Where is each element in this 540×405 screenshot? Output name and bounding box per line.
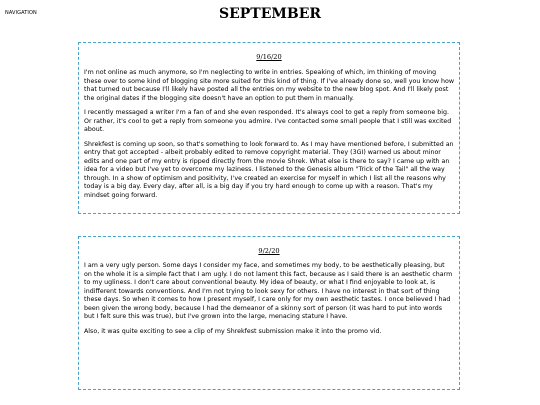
entry-paragraph: I am a very ugly person. Some days I consider my face, and sometimes my body, to be aesthetically pleasing, but on the whole it is a simple fact that I am ugly. I do not lament this fact, because as I said there is an aesthetic charm to my ugliness. I don't care about conventional beauty. My idea of beauty, or what I find enjoyable to look at, is indifferent towards conventions. And I'm not trying to look sexy for others. I have no interest in that sort of thing these days. So when it comes to how I present myself, I care only for my own aesthetic tastes. I once believed I had been given the wrong body, because I had the demeanor of a skinny sort of person (it was hard to put into words but I felt sure this was true), but I've grown into the large, menacing stature I have. xyxy=(84,262,453,320)
journal-entry xyxy=(78,42,460,214)
entry-date: 9/2/20 xyxy=(258,247,280,255)
entry-paragraph: I'm not online as much anymore, so I'm neglecting to write in entries. Speaking of which, im thinking of moving these over to some kind of blogging site more suited for this kind of thing. If I've already done so, well you know how that turned out because I'll likely have posted all the entries on my website to the new blog spot. And I'll likely post the original dates if the blogging site doesn't have an option to put them in manually. xyxy=(84,69,455,102)
entry-paragraph: I recently messaged a writer I'm a fan of and she even responded. It's always cool to get a reply from someone big. Or rather, it's cool to get a reply from someone you admire. I've contacted some small people that I still was excited about. xyxy=(84,109,452,133)
navigation-link[interactable]: NAVIGATION xyxy=(5,10,37,16)
journal-entry xyxy=(78,236,460,390)
entry-date: 9/16/20 xyxy=(256,53,282,61)
entry-paragraph: Also, it was quite exciting to see a clip of my Shrekfest submission make it into the promo vid. xyxy=(84,327,382,335)
entry-paragraph: Shrekfest is coming up soon, so that's something to look forward to. As I may have mentioned before, I submitted an entry that got accepted - albeit probably edited to remove copyright material. They (3GI) warned us about minor edits and one part of my entry is ripped directly from the movie Shrek. What else is there to say? I came up with an idea for a video but I've yet to overcome my laziness. I listened to the Genesis album "Trick of the Tail" all the way through. In a show of optimism and positivity, I've created an exercise for myself in which I list all the reasons why today is a big day. Every day, after all, is a big day if you try hard enough to come up with a reason. That's my mindset going forward. xyxy=(84,140,454,199)
page-title: SEPTEMBER xyxy=(218,6,322,22)
